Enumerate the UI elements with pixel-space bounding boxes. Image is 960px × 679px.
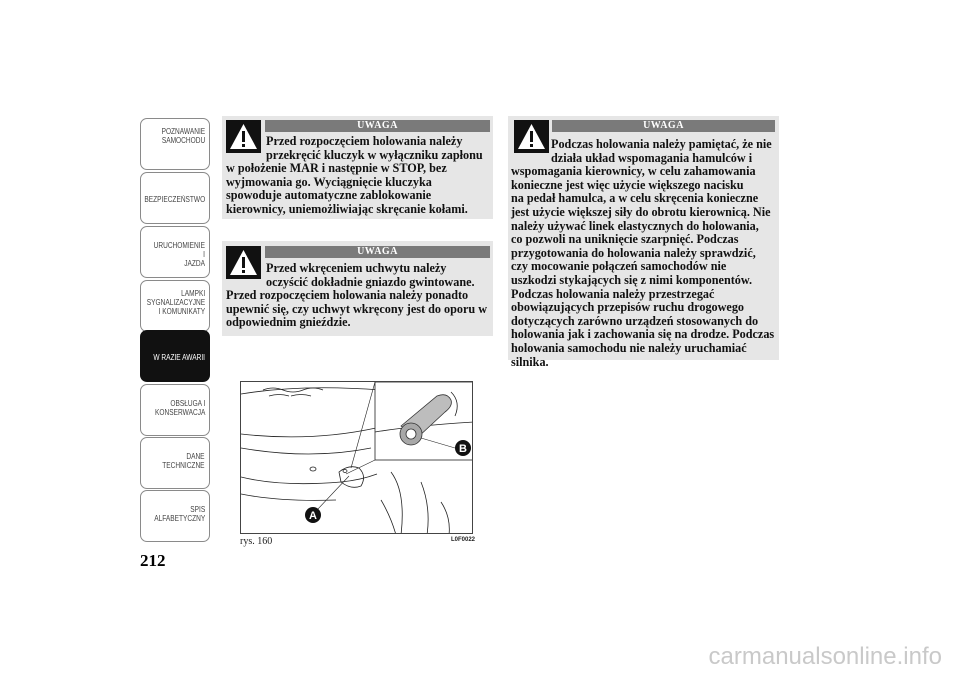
warning-box-thread <box>222 241 493 336</box>
warning-header: UWAGA <box>265 246 490 258</box>
warning-box-ignition <box>222 116 493 219</box>
warning-box-towing <box>508 116 779 369</box>
tab-bezpieczenstwo[interactable]: BEZPIECZEŃSTWO <box>140 172 210 224</box>
figure-tow-hook <box>240 381 473 534</box>
warning-text: Przed wkręceniem uchwytu należy oczyścić dokładnie gniazdo gwintowane. Przed rozpoczęciem holowania należy ponadto upewnić się, czy uchwyt wkręcony jest do oporu w odpowiednim gnieździe. <box>226 261 488 330</box>
figure-caption: rys. 160 <box>240 536 273 547</box>
tab-w-razie-awarii[interactable]: W RAZIE AWARII <box>140 330 210 382</box>
tab-poznawanie-samochodu[interactable]: POZNAWANIE SAMOCHODU <box>140 118 210 170</box>
warning-text: Przed rozpoczęciem holowania należy przekręcić kluczyk w wyłączniku zapłonu w położenie MAR i następnie w STOP, bez wyjmowania go. Wyciągnięcie kluczyka spowoduje automatyczne zablokowanie kierownicy, uniemożliwiając skręcanie kołami. <box>226 134 483 216</box>
callout-label-b: B <box>459 443 467 455</box>
tab-obsluga-i-konserwacja[interactable]: OBSŁUGA I KONSERWACJA <box>140 384 210 436</box>
callout-label-a: A <box>309 510 317 522</box>
tab-spis-alfabetyczny[interactable]: SPIS ALFABETYCZNY <box>140 490 210 542</box>
warning-header: UWAGA <box>552 120 775 132</box>
figure-code: L0F0022 <box>451 537 476 543</box>
tab-lampki-sygnalizacyjne[interactable]: LAMPKI SYGNALIZACYJNE I KOMUNIKATY <box>140 280 210 332</box>
warning-header: UWAGA <box>265 120 490 132</box>
watermark: carmanualsonline.info <box>708 643 942 670</box>
page-number: 212 <box>140 551 166 570</box>
tab-uruchomienie-i-jazda[interactable]: URUCHOMIENIE I JAZDA <box>140 226 210 278</box>
tab-dane-techniczne[interactable]: DANE TECHNICZNE <box>140 437 210 489</box>
warning-text: Podczas holowania należy pamiętać, że nie działa układ wspomagania hamulców i wspomagania kierownicy, w celu zahamowania konieczne jest więc użycie większego nacisku na pedał hamulca, a w celu skręcenia konieczne jest użycie większej siły do obrotu kierownicą. Nie należy używać linek elastycznych do holowania, co pozwoli na uniknięcie szarpnięć. Podczas przygotowania do holowania należy sprawdzić, czy mocowanie połączeń samochodów nie uszkodzi stykających się z nimi komponentów. Podczas holowania należy przestrzegać obowiązujących przepisów ruchu drogowego dotyczących zarówno urządzeń stosowanych do holowania jak i zachowania się na drodze. Podczas holowania samochodu nie należy uruchamiać silnika. <box>511 137 775 369</box>
tow-hook-illustration <box>241 382 473 534</box>
